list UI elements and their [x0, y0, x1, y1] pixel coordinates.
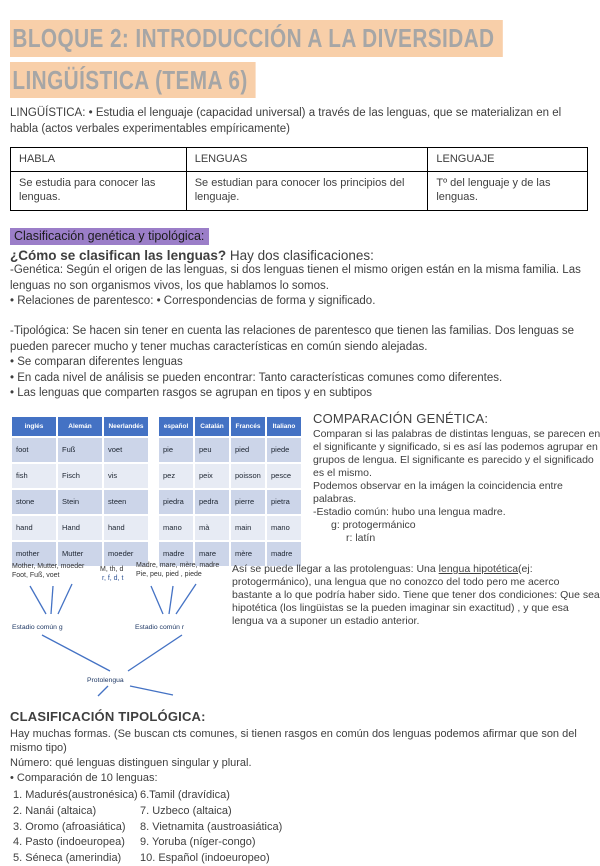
list-item: 7. Uzbeco (altaica) [140, 804, 232, 817]
classification-question: ¿Cómo se clasifican las lenguas? Hay dos clasificaciones: [10, 248, 374, 264]
table-cell: Tº del lenguaje y de las lenguas. [428, 171, 588, 211]
table-cell: Fuß [58, 438, 102, 462]
table-cell: steen [104, 490, 148, 514]
svg-text:M, th, d: M, th, d [100, 565, 124, 573]
tipologica-paragraph: -Tipológica: Se hacen sin tener en cuenta las relaciones de parentesco que tienen las familias. Dos lenguas se pueden parecer mucho y tener muchas características en común siendo alejadas. [10, 325, 575, 353]
list-item: 3. Oromo (afroasiática) [13, 820, 126, 833]
column-header: HABLA [11, 148, 187, 171]
title-highlight: LINGÜÍSTICA (TEMA 6) [10, 62, 256, 99]
table-row [11, 171, 588, 211]
column-header: Catalán [195, 417, 229, 436]
table-cell: main [231, 516, 265, 540]
table-cell: mà [195, 516, 229, 540]
table-cell: pez [159, 464, 193, 488]
list-item: • Las lenguas que comparten rasgos se agrupan en tipos y en subtipos [10, 387, 373, 400]
svg-text:Pie, peu, pied , piede: Pie, peu, pied , piede [136, 570, 202, 578]
list-item: • En cada nivel de análisis se pueden encontrar: Tanto características comunes como diferentes. [10, 371, 503, 384]
svg-text:Madre, mare, mère, madre: Madre, mare, mère, madre [136, 561, 220, 569]
table-cell: piedra [159, 490, 193, 514]
table-cell: mano [159, 516, 193, 540]
table-cell: pie [159, 438, 193, 462]
table-cell: voet [104, 438, 148, 462]
language-list-column-1 [13, 788, 140, 866]
table-row [12, 464, 148, 488]
table-cell: pedra [195, 490, 229, 514]
header-row [11, 148, 588, 171]
typological-heading: CLASIFICACIÓN TIPOLÓGICA: [10, 708, 206, 724]
table-cell: peu [195, 438, 229, 462]
table-cell: poisson [231, 464, 265, 488]
intro-paragraph: LINGÜÍSTICA: • Estudia el lenguaje (capacidad universal) a través de las lenguas, que se materializan en el habla (actos verbales experimentables empíricamente) [10, 107, 562, 135]
table-cell: moeder [104, 542, 148, 566]
column-header: inglés [12, 417, 56, 436]
protolanguage-tree-diagram [10, 559, 242, 699]
list-item: 2. Nanái (altaica) [13, 804, 97, 817]
table-cell: pied [231, 438, 265, 462]
svg-text:r, f, d, t: r, f, d, t [102, 574, 124, 582]
list-item: • Se comparan diferentes lenguas [10, 356, 183, 369]
list-item: 5. Séneca (amerindia) [13, 851, 122, 864]
genetic-comparison-heading: COMPARACIÓN GENÉTICA: [313, 410, 489, 426]
table-row [12, 516, 148, 540]
list-item: 8. Vietnamita (austroasiática) [140, 820, 283, 833]
table-cell: mother [12, 542, 56, 566]
table-cell: madre [159, 542, 193, 566]
genetica-bullet: • Relaciones de parentesco: • Correspondencias de forma y significado. [10, 295, 376, 308]
svg-text:Estadio común r: Estadio común r [135, 623, 185, 631]
table-cell: mare [195, 542, 229, 566]
table-cell: pierre [231, 490, 265, 514]
table-row [159, 438, 301, 462]
list-item: 6.Tamil (dravídica) [140, 789, 230, 802]
table-row [12, 490, 148, 514]
table-cell: peix [195, 464, 229, 488]
header-row [12, 417, 148, 436]
tipologica-bullets [10, 355, 592, 401]
list-item: 4. Pasto (indoeuropea) [13, 836, 125, 849]
table-cell: hand [12, 516, 56, 540]
column-header: Neerlandés [104, 417, 148, 436]
genetic-comparison-text: COMPARACIÓN GENÉTICA: Comparan si las palabras de distintas lenguas, se parecen en el significante y significado, si es así las podemos agrupar en grupos de lengua. El significante es parecido y el significado es el mismo. Podemos observar en la imágen la coincidencia entre palabras. -Estadio común: hubo una lengua madre. g: protogermánico r: latín [313, 411, 600, 545]
table-cell: madre [267, 542, 301, 566]
table-row [12, 438, 148, 462]
list-item: 10. Español (indoeuropeo) [140, 851, 270, 864]
table-cell: mère [231, 542, 265, 566]
table-cell: foot [12, 438, 56, 462]
table-row [159, 490, 301, 514]
table-cell: vis [104, 464, 148, 488]
table-cell: Stein [58, 490, 102, 514]
table-cell: Hand [58, 516, 102, 540]
concept-table [10, 147, 588, 211]
protolenguas-paragraph: Así se puede llegar a las protolenguas: Una lengua hipotética(ej: protogermánico), una lengua que no conozco del todo pero me acerco bastante a lo que podría haber sido. Tiene que tener dos condiciones: Que sea hipotética (los lingüistas se la pueden imaginar sin exactitud) , y que esa lengua va a suponer un estadio anterior. [232, 562, 600, 628]
table-row [159, 464, 301, 488]
column-header: español [159, 417, 193, 436]
table-cell: mano [267, 516, 301, 540]
column-header: Alemán [58, 417, 102, 436]
title-highlight: BLOQUE 2: INTRODUCCIÓN A LA DIVERSIDAD [10, 20, 502, 57]
table-cell: Fisch [58, 464, 102, 488]
svg-text:Mother, Mutter, moeder: Mother, Mutter, moeder [12, 562, 85, 570]
table-cell: fish [12, 464, 56, 488]
page-title-line-2 [10, 62, 588, 99]
svg-text:Foot, Fuß, voet: Foot, Fuß, voet [12, 571, 60, 579]
table-cell: Se estudia para conocer las lenguas. [11, 171, 187, 211]
list-item: 1. Madurés(austronésica) [13, 789, 138, 802]
underlined-term: lengua hipotética [438, 562, 519, 575]
svg-text:Estadio común g: Estadio común g [12, 623, 63, 631]
table-cell: stone [12, 490, 56, 514]
table-cell: piede [267, 438, 301, 462]
language-tables [10, 415, 303, 568]
table-cell: Se estudian para conocer los principios del lenguaje. [186, 171, 428, 211]
table-cell: pesce [267, 464, 301, 488]
table-cell: Mutter [58, 542, 102, 566]
column-header: LENGUAJE [428, 148, 588, 171]
column-header: LENGUAS [186, 148, 428, 171]
section-heading-highlighted: Clasificación genética y tipológica: [10, 228, 209, 245]
genetica-paragraph: -Genética: Según el origen de las lenguas, si dos lenguas tienen el mismo origen están en la misma familia. Las lenguas no son organismos vivos, los que hablamos lo somos. [10, 264, 581, 292]
list-item: 9. Yoruba (níger-congo) [140, 836, 256, 849]
column-header: Italiano [267, 417, 301, 436]
table-cell: pietra [267, 490, 301, 514]
romance-language-table [157, 415, 303, 568]
column-header: Francés [231, 417, 265, 436]
typological-section: CLASIFICACIÓN TIPOLÓGICA: Hay muchas formas. (Se buscan cts comunes, si tienen rasgos en común dos lenguas podemos afirmar que son del mismo tipo) Número: qué lenguas distinguen singular y plural. • Comparación de 10 lenguas: 1. Madurés(austronésica) 2. Nanái (altaica) 3. Oromo (afroasiática) 4. Pasto (indoeuropea) 5. Séneca (amerindia) 6.Tamil (dravídica) 7. Uzbeco (altaica) 8. Vietnamita (austroasiática) 9. Yoruba (níger-congo) 10. Español (indoeuropeo) [10, 709, 588, 866]
table-row [159, 516, 301, 540]
language-comparison-list [10, 788, 588, 866]
language-list-column-2 [140, 788, 282, 866]
page-title-line-1 [10, 20, 588, 57]
svg-text:Protolengua: Protolengua [87, 676, 124, 684]
germanic-language-table [10, 415, 150, 568]
table-cell: hand [104, 516, 148, 540]
comparison-band [10, 410, 600, 701]
header-row [159, 417, 301, 436]
